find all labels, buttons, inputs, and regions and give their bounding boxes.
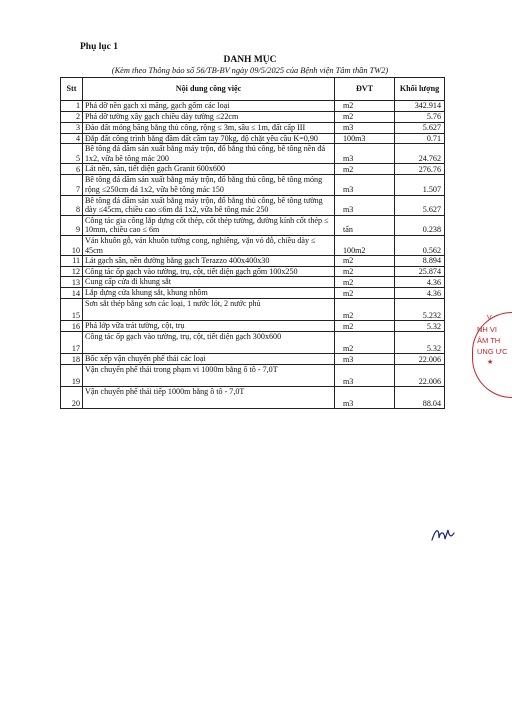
cell-stt: 8 [61,195,83,215]
cell-quantity: 5.32 [395,332,445,354]
cell-quantity: 8.894 [395,256,445,267]
table-row [61,175,445,195]
cell-content: Cung cấp cửa đi khung sắt [83,277,335,288]
cell-content: Bê tông đá dăm sản xuất bằng máy trộn, đổ bằng thủ công, bê tông nền đá 1x2, vữa bê tông mác 200 [83,144,335,164]
cell-unit: m3 [335,387,395,409]
cell-quantity: 4.36 [395,277,445,288]
stamp-text-line: UNG ƯC [477,347,508,356]
cell-stt: 3 [61,123,83,134]
cell-stt: 13 [61,277,83,288]
cell-content: Công tác gia công lắp dựng cốt thép, cốt thép tường, đường kính cốt thép ≤ 10mm, chiều cao ≤ 6m [83,215,335,235]
cell-stt: 14 [61,288,83,299]
cell-stt: 7 [61,175,83,195]
cell-quantity: 0.71 [395,133,445,144]
cell-content: Đắp đất công trình bằng đầm đất cầm tay 70kg, độ chặt yêu cầu K=0,90 [83,133,335,144]
cell-quantity: 5.76 [395,112,445,123]
table-row [61,215,445,235]
cell-quantity: 22.006 [395,354,445,365]
table-row [61,354,445,365]
cell-content: Lát gạch sân, nền đường bằng gạch Terazzo 400x400x30 [83,256,335,267]
cell-stt: 12 [61,266,83,277]
cell-stt: 15 [61,299,83,321]
cell-stt: 1 [61,101,83,112]
table-body [61,101,445,409]
cell-stt: 20 [61,387,83,409]
cell-unit: m2 [335,256,395,267]
table-row [61,277,445,288]
cell-quantity: 22.006 [395,365,445,387]
column-header-stt: Stt [61,78,83,101]
cell-content: Công tác ốp gạch vào tường, trụ, cột, tiết diện gạch gốm 100x250 [83,266,335,277]
column-header-content: Nội dung công việc [83,78,335,101]
cell-quantity: 276.76 [395,164,445,175]
cell-unit: m2 [335,266,395,277]
cell-stt: 4 [61,133,83,144]
column-header-unit: ĐVT [335,78,395,101]
cell-quantity: 0.238 [395,215,445,235]
cell-stt: 10 [61,235,83,255]
cell-content: Vận chuyển phế thải trong phạm vi 1000m bằng ô tô - 7,0T [83,365,335,387]
table-row [61,256,445,267]
cell-unit: m2 [335,321,395,332]
cell-content: Bốc xếp vận chuyển phế thải các loại [83,354,335,365]
red-stamp: V NH VI ÂM TH UNG ƯC ★ [472,312,512,398]
stamp-text-line: NH VI [477,325,498,334]
cell-stt: 18 [61,354,83,365]
cell-unit: m2 [335,299,395,321]
cell-unit: m3 [335,175,395,195]
cell-unit: m2 [335,288,395,299]
stamp-text-line: ÂM TH [477,336,501,345]
cell-stt: 17 [61,332,83,354]
table-row [61,387,445,409]
table-row [61,195,445,215]
cell-quantity: 4.36 [395,288,445,299]
table-row [61,133,445,144]
cell-stt: 11 [61,256,83,267]
cell-unit: m2 [335,101,395,112]
cell-quantity: 5.627 [395,195,445,215]
cell-unit: tấn [335,215,395,235]
table-row [61,365,445,387]
cell-content: Sơn sắt thép bằng sơn các loại, 1 nước lót, 2 nước phủ [83,299,335,321]
table-header-row [61,78,445,101]
cell-content: Phá dỡ tường xây gạch chiều dày tường ≤22cm [83,112,335,123]
cell-unit: m3 [335,144,395,164]
cell-unit: m3 [335,123,395,134]
cell-unit: m2 [335,112,395,123]
cell-content: Phá lớp vữa trát tường, cột, trụ [83,321,335,332]
cell-content: Phá dỡ nền gạch xi măng, gạch gốm các loại [83,101,335,112]
signature-initials [430,524,456,546]
cell-unit: m3 [335,195,395,215]
cell-quantity: 342.914 [395,101,445,112]
cell-stt: 16 [61,321,83,332]
cell-unit: 100m3 [335,133,395,144]
cell-unit: m2 [335,332,395,354]
document-subtitle: (Kèm theo Thông báo số 56/TB-BV ngày 09/5/2025 của Bệnh viện Tâm thần TW2) [111,66,389,75]
table-row [61,266,445,277]
table-row [61,235,445,255]
cell-unit: m2 [335,164,395,175]
cell-stt: 19 [61,365,83,387]
cell-quantity: 5.232 [395,299,445,321]
cell-content: Bê tông đá dăm sản xuất bằng máy trộn, đổ bằng thủ công, bê tông tường dày ≤45cm, chiều cao ≤6m đá 1x2, vữa bê tông mác 250 [83,195,335,215]
cell-content: Lắp dựng cửa khung sắt, khung nhôm [83,288,335,299]
cell-content: Công tác ốp gạch vào tường, trụ, cột, tiết diện gạch 300x600 [83,332,335,354]
table-row [61,288,445,299]
table-row [61,101,445,112]
table-row [61,299,445,321]
cell-stt: 2 [61,112,83,123]
cell-unit: m3 [335,365,395,387]
appendix-label: Phụ lục 1 [80,42,119,52]
cell-quantity: 0.562 [395,235,445,255]
cell-stt: 9 [61,215,83,235]
cell-quantity: 24.762 [395,144,445,164]
cell-quantity: 5.32 [395,321,445,332]
cell-quantity: 25.874 [395,266,445,277]
table-row [61,112,445,123]
cell-quantity: 5.627 [395,123,445,134]
table-row [61,332,445,354]
table-row [61,164,445,175]
cell-stt: 6 [61,164,83,175]
table-row [61,123,445,134]
cell-unit: m2 [335,277,395,288]
table-row [61,321,445,332]
stamp-mark: V [487,315,492,322]
cell-quantity: 88.04 [395,387,445,409]
table-row [61,144,445,164]
column-header-quantity: Khối lượng [395,78,445,101]
cell-unit: 100m2 [335,235,395,255]
document-title: DANH MỤC [223,55,277,65]
cell-content: Vận chuyển phế thải tiếp 1000m bằng ô tô - 7,0T [83,387,335,409]
cell-content: Ván khuôn gỗ, ván khuôn tường cong, nghiêng, vặn vỏ đỗ, chiều dày ≤ 45cm [83,235,335,255]
cell-quantity: 1.507 [395,175,445,195]
cell-stt: 5 [61,144,83,164]
work-items-table [60,77,445,409]
cell-content: Bê tông đá dăm sản xuất bằng máy trộn, đổ bằng thủ công, bê tông móng rộng ≤250cm đá 1x2, vữa bê tông mác 150 [83,175,335,195]
cell-content: Lát nền, sàn, tiết diện gạch Granit 600x600 [83,164,335,175]
cell-unit: m3 [335,354,395,365]
cell-content: Đào đất móng băng bằng thủ công, rộng ≤ 3m, sâu ≤ 1m, đất cấp III [83,123,335,134]
